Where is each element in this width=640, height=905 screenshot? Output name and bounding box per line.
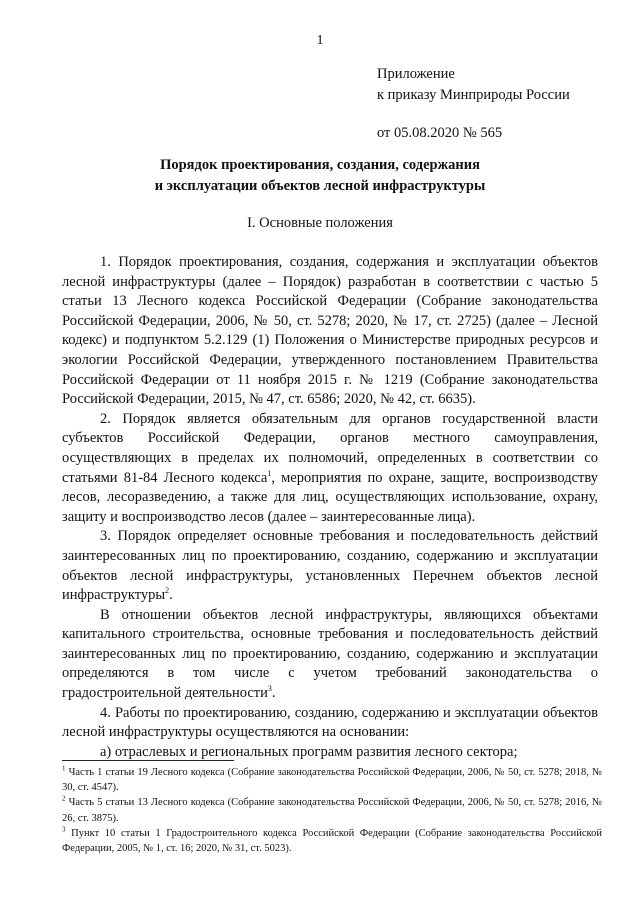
footnote-separator bbox=[62, 760, 234, 761]
footnote-2-mark: 2 bbox=[62, 794, 66, 803]
paragraph-3-text-a: 3. Порядок определяет основные требования и последовательность действий заинтересованных лиц по проектированию, созданию, содержанию и эксплуатации объектов лесной инфраструктуры, установленных Перечнем объектов лесной инфраструктуры bbox=[62, 528, 598, 604]
paragraph-4 bbox=[62, 606, 598, 704]
footnote-ref-3: 3 bbox=[267, 684, 272, 694]
page-number: 1 bbox=[316, 33, 324, 48]
paragraph-3 bbox=[62, 527, 598, 605]
footnote-1-mark: 1 bbox=[62, 764, 66, 773]
order-reference: к приказу Минприроды России bbox=[377, 87, 570, 103]
paragraph-3-text-b: . bbox=[169, 587, 173, 604]
paragraph-4-text-a: В отношении объектов лесной инфраструктуры, являющихся объектами капитального строительства, основные требования и последовательность действий заинтересованных лиц по проектированию, созданию, содержанию и эксплуатации определяются в том числе с учетом требований законодательства о градостроительной деятельности bbox=[62, 606, 598, 702]
title-line-2: и эксплуатации объектов лесной инфраструктуры bbox=[154, 178, 486, 194]
paragraph-5: 4. Работы по проектированию, созданию, содержанию и эксплуатации объектов лесной инфраструктуры осуществляются на основании: bbox=[62, 704, 598, 741]
paragraph-2 bbox=[62, 410, 598, 528]
document-body bbox=[62, 253, 598, 762]
paragraph-6: а) отраслевых и региональных программ развития лесного сектора; bbox=[100, 743, 518, 760]
document-title bbox=[0, 155, 640, 197]
footnote-3-mark: 3 bbox=[62, 825, 66, 834]
footnote-1-text: Часть 1 статьи 19 Лесного кодекса (Собрание законодательства Российской Федерации, 2006, № 50, ст. 5278; 2018, № 30, ст. 4547). bbox=[62, 767, 602, 794]
section-heading: I. Основные положения bbox=[247, 215, 393, 231]
footnote-3-text: Пункт 10 статьи 1 Градостроительного кодекса Российской Федерации (Собрание законодательства Российской Федерации, 2005, № 1, ст. 16; 2020, № 31, ст. 5023). bbox=[62, 827, 602, 855]
paragraph-2-text-b: , мероприятия по охране, защите, воспроизводству лесов, лесоразведению, а также для лиц, осуществляющих использование, охрану, защиту и воспроизводство лесов (далее – заинтересованные лица). bbox=[62, 469, 598, 525]
appendix-label: Приложение bbox=[377, 66, 455, 82]
title-line-1: Порядок проектирования, создания, содержания bbox=[160, 157, 480, 173]
paragraph-4-text-b: . bbox=[271, 685, 276, 702]
footnote-2 bbox=[62, 795, 602, 825]
appendix-block bbox=[377, 64, 570, 144]
footnote-3 bbox=[62, 826, 602, 856]
footnote-ref-2: 2 bbox=[165, 586, 170, 596]
order-date-number: от 05.08.2020 № 565 bbox=[377, 125, 503, 141]
footnote-1 bbox=[62, 765, 602, 795]
footnotes bbox=[62, 765, 602, 856]
paragraph-1: 1. Порядок проектирования, создания, содержания и эксплуатации объектов лесной инфраструктуры (далее – Порядок) разработан в соответствии с частью 5 статьи 13 Лесного кодекса Российской Федерации (Собрание законодательства Российской Федерации, 2006, № 50, ст. 5278; 2020, № 17, ст. 2725) (далее – Лесной кодекс) и подпунктом 5.2.129 (1) Положения о Министерстве природных ресурсов и экологии Российской Федерации, утвержденного постановлением Правительства Российской Федерации от 11 ноября 2015 г. № 1219 (Собрание законодательства Российской Федерации, 2015, № 47, ст. 6586; 2020, № 42, ст. 6635). bbox=[62, 254, 598, 408]
footnote-ref-1: 1 bbox=[267, 468, 272, 478]
paragraph-2-text-a: 2. Порядок является обязательным для органов государственной власти субъектов Российской Федерации, органов местного самоуправления, осуществляющих в пределах их полномочий, определенных в соответствии со статьями 81-84 Лесного кодекса bbox=[62, 410, 598, 486]
footnote-2-text: Часть 5 статьи 13 Лесного кодекса (Собрание законодательства Российской Федерации, 2006, № 50, ст. 5278; 2016, № 26, ст. 3875). bbox=[62, 797, 602, 824]
